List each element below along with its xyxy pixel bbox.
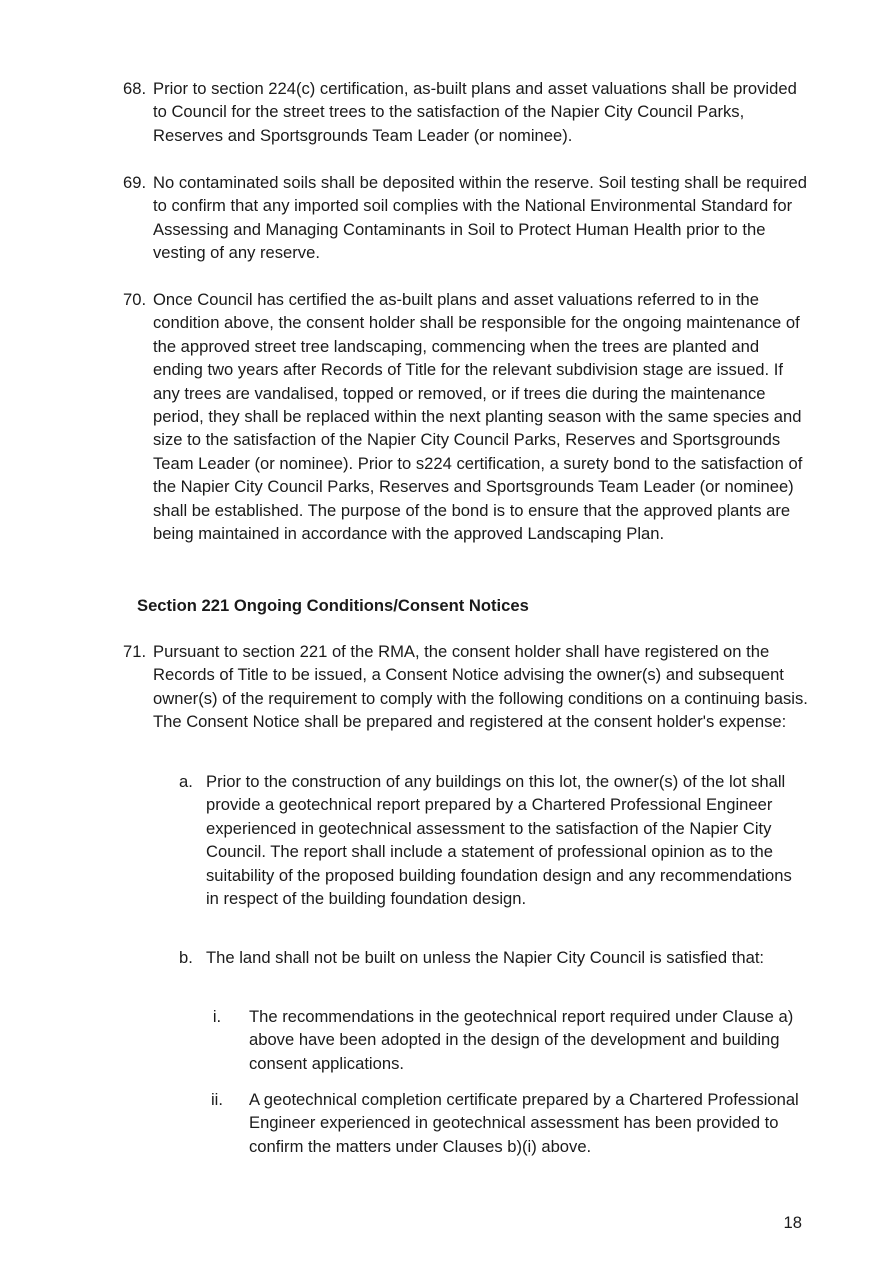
condition-number: 70.: [123, 290, 147, 309]
page-number: 18: [783, 1213, 802, 1232]
subclause-text: A geotechnical completion certificate prepared by a Chartered Professional Engineer experienced in geotechnical assessment has been provided to confirm the matters under Clauses b)(i) above.: [249, 1090, 799, 1156]
condition-number: 69.: [123, 173, 147, 192]
clause-text: Prior to the construction of any buildings on this lot, the owner(s) of the lot shall provide a geotechnical report prepared by a Chartered Professional Engineer experienced in geotechnical assessment to the satisfaction of the Napier City Council. The report shall include a statement of professional opinion as to the suitability of the proposed building foundation design and any recommendations in respect of the building foundation design.: [206, 772, 792, 909]
section-heading: Section 221 Ongoing Conditions/Consent Notices: [137, 596, 529, 615]
condition-number: 68.: [123, 79, 147, 98]
condition-68: [123, 77, 813, 147]
condition-text: No contaminated soils shall be deposited within the reserve. Soil testing shall be required to confirm that any imported soil complies with the National Environmental Standard for Assessing and Managing Contaminants in Soil to Protect Human Health prior to the vesting of any reserve.: [153, 173, 807, 263]
condition-69: [123, 171, 813, 265]
condition-text: Pursuant to section 221 of the RMA, the consent holder shall have registered on the Records of Title to be issued, a Consent Notice advising the owner(s) and subsequent owner(s) of the requirement to comply with the following conditions on a continuing basis. The Consent Notice shall be prepared and registered at the consent holder's expense:: [153, 642, 808, 732]
subclause-label: ii.: [211, 1090, 223, 1109]
subclause-i: [207, 1005, 807, 1075]
condition-71: [123, 640, 813, 734]
clause-b: [179, 946, 799, 969]
clause-label: b.: [179, 948, 193, 967]
subclause-label: i.: [212, 1007, 222, 1026]
subclause-text: The recommendations in the geotechnical report required under Clause a) above have been adopted in the design of the development and building consent applications.: [249, 1007, 794, 1073]
condition-number: 71.: [123, 642, 147, 661]
subclause-ii: [207, 1088, 807, 1158]
condition-text: Once Council has certified the as-built plans and asset valuations referred to in the condition above, the consent holder shall be responsible for the ongoing maintenance of the approved street tree landscaping, commencing when the trees are planted and ending two years after Records of Title for the relevant subdivision stage are issued. If any trees are vandalised, topped or removed, or if trees die during the maintenance period, they shall be replaced within the next planting season with the same species and size to the satisfaction of the Napier City Council Parks, Reserves and Sportsgrounds Team Leader (or nominee). Prior to s224 certification, a surety bond to the satisfaction of the Napier City Council Parks, Reserves and Sportsgrounds Team Leader (or nominee) shall be established. The purpose of the bond is to ensure that the approved plants are being maintained in accordance with the approved Landscaping Plan.: [153, 290, 803, 544]
condition-70: [123, 288, 813, 545]
clause-label: a.: [179, 772, 193, 791]
clause-text: The land shall not be built on unless the Napier City Council is satisfied that:: [206, 948, 765, 967]
clause-a: [179, 770, 799, 910]
condition-text: Prior to section 224(c) certification, as-built plans and asset valuations shall be provided to Council for the street trees to the satisfaction of the Napier City Council Parks, Reserves and Sportsgrounds Team Leader (or nominee).: [153, 79, 797, 145]
